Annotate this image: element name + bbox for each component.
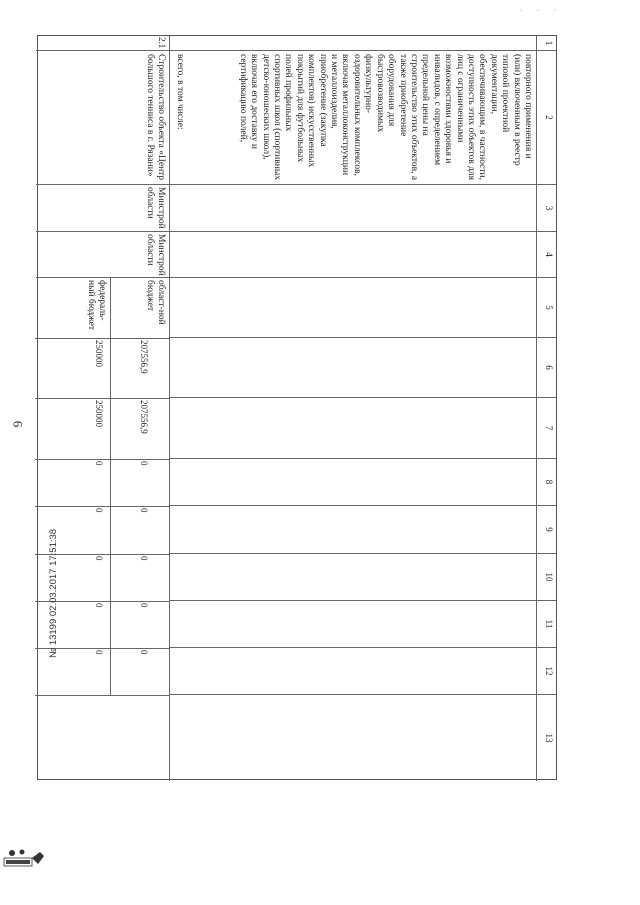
description-cell [170, 50, 536, 184]
page-number: 6 [10, 420, 26, 428]
sub-row-regional: област-ной бюджет 207556,9 207556,9 0 0 0 0 0 [139, 280, 166, 655]
header-row [537, 36, 556, 781]
header-cell: 11 [537, 600, 556, 647]
registration-stamp-text: № 13199 02.03.2017 17:51:38 [48, 528, 59, 658]
subtotal-text: всего, в том числе: [175, 54, 185, 130]
description-text: повторного применения и (или) включенным в реестр типовой проектной документации, обеспечивающим, в частности, доступность этих объектов для лиц с ограниченными возможностями здоровья и инвалидов, с определением предельной цены на строительство этих объектов, а также приобретение оборудования для быстровозводимых физкультурно-оздоровительных комплексов, включая металлоконструкции и металлоизделия, приобретение (закупка комплектов) искусственных покрытий для футбольных полей профильных спортивных школ (спортивных детско-юношеских школ), включая его доставку и сертификацию полей, [237, 54, 533, 181]
table-row [170, 36, 537, 781]
table-container [37, 35, 557, 780]
coexecutor-cell: Минстрой области [36, 231, 169, 277]
header-cell: 2 [537, 50, 556, 184]
header-cell: 3 [537, 184, 556, 231]
header-cell: 12 [537, 647, 556, 694]
header-cell: 1 [544, 40, 554, 46]
budget-table [37, 35, 557, 780]
header-cell: 10 [537, 553, 556, 600]
description-cell: Строительство объекта «Центр большого тенниса в г. Рязани» [36, 50, 169, 184]
table-row-2-1 [36, 36, 170, 781]
index-cell: 2.1 [157, 37, 167, 49]
header-cell: 5 [537, 277, 556, 337]
header-cell: 4 [537, 231, 556, 277]
header-cell: 7 [537, 397, 556, 458]
sub-row-federal: федераль-ный бюджет 250000 250000 0 0 0 0 0 [34, 278, 111, 696]
header-cell: 9 [537, 505, 556, 553]
registry-stamp-icon [2, 844, 46, 868]
header-cell: 8 [537, 458, 556, 505]
header-cell: 6 [537, 337, 556, 397]
executor-cell: Минстрой области [36, 184, 169, 231]
header-cell: 13 [537, 694, 556, 781]
corner-marks: · · · [520, 6, 562, 15]
